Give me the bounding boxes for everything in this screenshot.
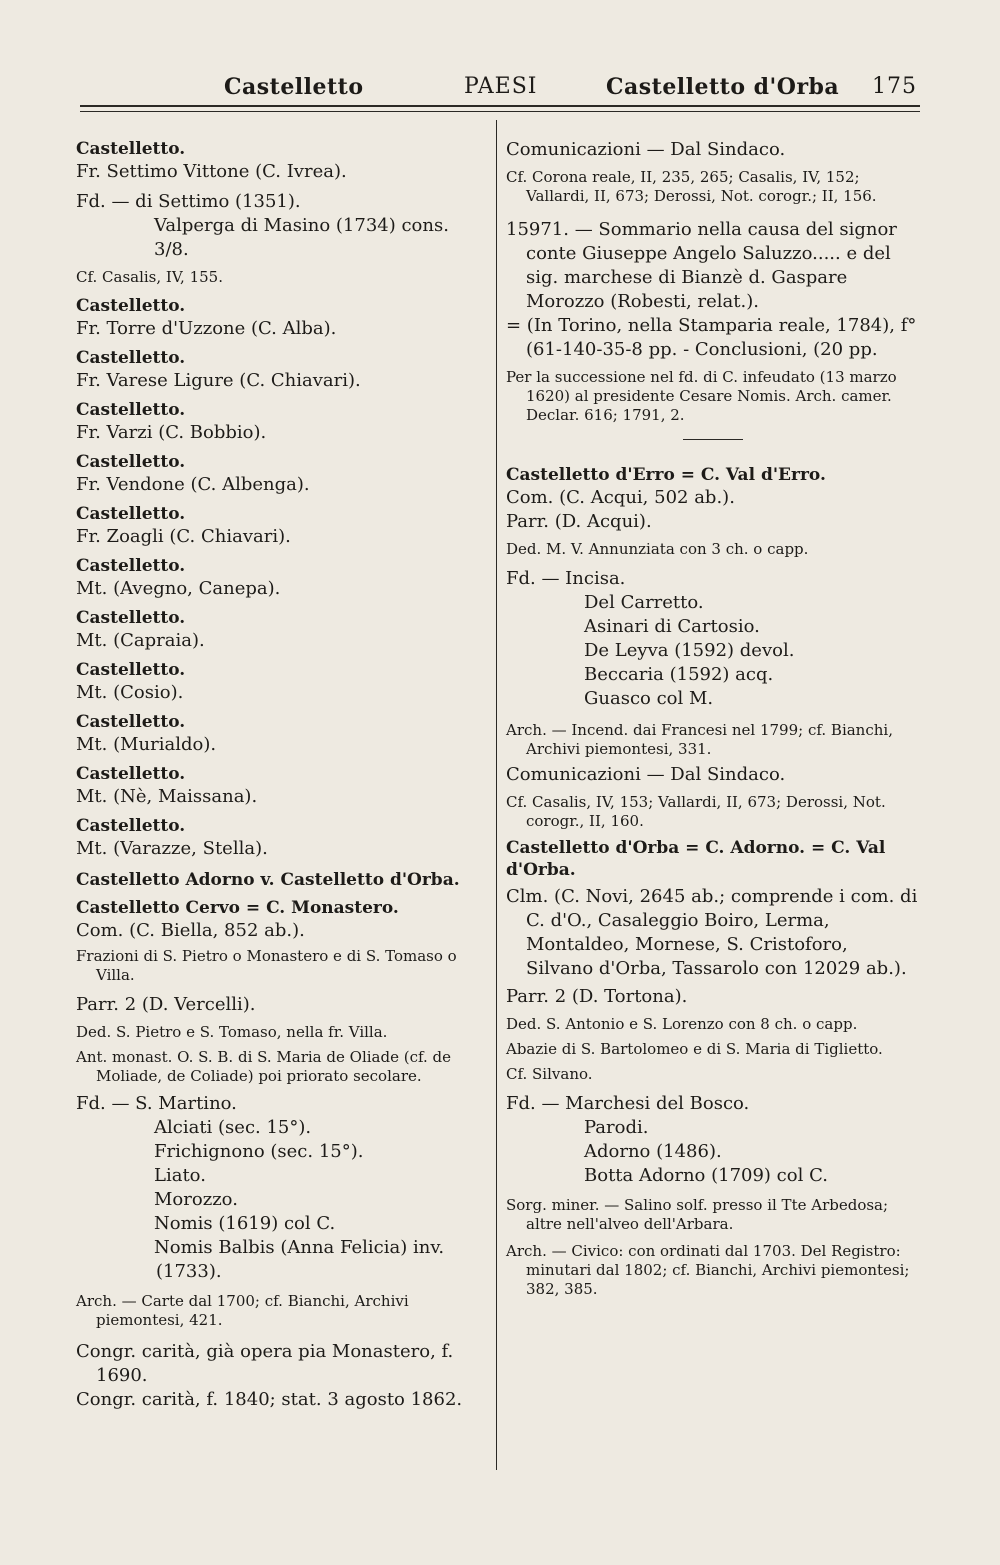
header-rule-thick — [80, 105, 920, 107]
entry-line: Fr. Settimo Vittone (C. Ivrea). — [76, 161, 347, 182]
entry-line: Fr. Varzi (C. Bobbio). — [76, 422, 267, 443]
entry-line: Fd. — Marchesi del Bosco. — [506, 1093, 750, 1114]
entry-heading: Castelletto. — [76, 504, 186, 524]
entry-note: Frazioni di S. Pietro o Monastero e di S. Tomaso o Villa. — [76, 947, 457, 984]
spacer — [506, 1234, 920, 1242]
entry-line: Com. (C. Acqui, 502 ab.). — [506, 487, 735, 508]
entry-line: Adorno (1486). — [584, 1141, 722, 1162]
entry-note: Arch. — Carte dal 1700; cf. Bianchi, Archivi piemontesi, 421. — [76, 1292, 409, 1329]
entry-line: Fr. Zoagli (C. Chiavari). — [76, 526, 291, 547]
entry-line: Com. (C. Biella, 852 ab.). — [76, 920, 305, 941]
entry-heading: Castelletto Adorno v. Castelletto d'Orba. — [76, 870, 460, 890]
entry-line: Fr. Varese Ligure (C. Chiavari). — [76, 370, 361, 391]
header-rule-thin — [80, 111, 920, 112]
entry-heading: Castelletto. — [76, 608, 186, 628]
entry-line: Mt. (Nè, Maissana). — [76, 786, 258, 807]
entry-line: Mt. (Cosio). — [76, 682, 184, 703]
running-head-center: PAESI — [464, 74, 538, 99]
entry-line: Parodi. — [584, 1117, 649, 1138]
entry-note: Ant. monast. O. S. B. di S. Maria de Oliade (cf. de Moliade, de Coliade) poi priorato secolare. — [76, 1048, 452, 1085]
entry-line: 15971. — Sommario nella causa del signor conte Giuseppe Angelo Saluzzo..... e del sig. marchese di Bianzè d. Gaspare Morozzo (Robesti, relat.). — [506, 219, 897, 312]
entry-line: Mt. (Avegno, Canepa). — [76, 578, 281, 599]
entry-line: Parr. 2 (D. Vercelli). — [76, 994, 256, 1015]
entry-line: Botta Adorno (1709) col C. — [584, 1165, 828, 1186]
entry-line: Morozzo. — [154, 1189, 238, 1210]
entry-heading: Castelletto. — [76, 712, 186, 732]
spacer — [76, 1330, 476, 1340]
entry-line: Parr. 2 (D. Tortona). — [506, 986, 688, 1007]
entry-heading: Castelletto d'Erro = C. Val d'Erro. — [506, 465, 826, 485]
entry-line: Del Carretto. — [584, 592, 704, 613]
spacer — [506, 440, 920, 464]
spacer — [506, 1084, 920, 1092]
spacer — [76, 861, 476, 869]
entry-heading: Castelletto d'Orba = C. Adorno. = C. Val d'Orba. — [506, 838, 886, 880]
entry-note: Ded. S. Pietro e S. Tomaso, nella fr. Villa. — [76, 1023, 388, 1041]
entry-line: Fd. — Incisa. — [506, 568, 626, 589]
entry-line: Parr. (D. Acqui). — [506, 511, 652, 532]
entry-heading: Castelletto. — [76, 764, 186, 784]
entry-note: Cf. Casalis, IV, 153; Vallardi, II, 673; Derossi, Not. corogr., II, 160. — [506, 793, 886, 830]
entry-line: Beccaria (1592) acq. — [584, 664, 774, 685]
entry-note: Ded. S. Antonio e S. Lorenzo con 8 ch. o capp. — [506, 1015, 858, 1033]
entry-line: Fr. Torre d'Uzzone (C. Alba). — [76, 318, 337, 339]
entry-line: Nomis (1619) col C. — [154, 1213, 336, 1234]
entry-line: Guasco col M. — [584, 688, 714, 709]
column-divider — [496, 120, 497, 1470]
entry-line: De Leyva (1592) devol. — [584, 640, 795, 661]
entry-note: Arch. — Civico: con ordinati dal 1703. Del Registro: minutari dal 1802; cf. Bianchi, Archivi piemontesi; 382, 385. — [506, 1242, 910, 1298]
entry-line: (1733). — [156, 1261, 222, 1282]
entry-note: Sorg. miner. — Salino solf. presso il Tte Arbedosa; altre nell'alveo dell'Arbara. — [506, 1196, 889, 1233]
entry-line: Comunicazioni — Dal Sindaco. — [506, 139, 786, 160]
running-head-left: Castelletto — [224, 74, 364, 100]
entry-line: Fd. — S. Martino. — [76, 1093, 237, 1114]
entry-note: Cf. Casalis, IV, 155. — [76, 268, 223, 286]
entry-line: Clm. (C. Novi, 2645 ab.; comprende i com. di C. d'O., Casaleggio Boiro, Lerma, Montaldeo, Mornese, S. Cristoforo, Silvano d'Orba, Tassarolo con 12029 ab.). — [506, 886, 918, 979]
entry-note: Abazie di S. Bartolomeo e di S. Maria di Tiglietto. — [506, 1040, 883, 1058]
entry-line: Frichignono (sec. 15°). — [154, 1141, 364, 1162]
entry-line: Mt. (Varazze, Stella). — [76, 838, 268, 859]
entry-line: Congr. carità, già opera pia Monastero, f. 1690. — [76, 1341, 454, 1386]
entry-line: = (In Torino, nella Stamparia reale, 1784), f° (61-140-35-8 pp. - Conclusioni, (20 pp. — [506, 315, 917, 360]
running-head-right: Castelletto d'Orba — [606, 74, 840, 100]
entry-note: Cf. Corona reale, II, 235, 265; Casalis, IV, 152; Vallardi, II, 673; Derossi, Not. corogr.; II, 156. — [506, 168, 877, 205]
entry-heading: Castelletto. — [76, 296, 186, 316]
spacer — [76, 985, 476, 993]
entry-line: Congr. carità, f. 1840; stat. 3 agosto 1862. — [76, 1389, 463, 1410]
entry-line: Comunicazioni — Dal Sindaco. — [506, 764, 786, 785]
entry-note: Cf. Silvano. — [506, 1065, 593, 1083]
entry-note: Per la successione nel fd. di C. infeudato (13 marzo 1620) al presidente Cesare Nomis. Arch. camer. Declar. 616; 1791, 2. — [506, 368, 897, 424]
entry-heading: Castelletto. — [76, 139, 186, 159]
entry-note: Arch. — Incend. dai Francesi nel 1799; cf. Bianchi, Archivi piemontesi, 331. — [506, 721, 893, 758]
entry-heading: Castelletto. — [76, 816, 186, 836]
entry-line: Liato. — [154, 1165, 206, 1186]
entry-heading: Castelletto. — [76, 348, 186, 368]
entry-line: Valperga di Masino (1734) cons. 3/8. — [154, 215, 449, 260]
spacer — [506, 206, 920, 218]
page-number: 175 — [872, 74, 917, 99]
entry-heading: Castelletto. — [76, 452, 186, 472]
spacer — [506, 559, 920, 567]
spacer — [76, 287, 476, 295]
entry-line: Asinari di Cartosio. — [584, 616, 760, 637]
entry-line: Alciati (sec. 15°). — [154, 1117, 312, 1138]
spacer — [506, 1188, 920, 1196]
entry-line: Nomis Balbis (Anna Felicia) inv. — [154, 1237, 445, 1258]
entry-line: Fd. — di Settimo (1351). — [76, 191, 301, 212]
left-column — [76, 138, 476, 1412]
spacer — [506, 425, 920, 439]
right-column — [506, 138, 920, 1299]
entry-line: Fr. Vendone (C. Albenga). — [76, 474, 310, 495]
spacer — [76, 1284, 476, 1292]
entry-note: Ded. M. V. Annunziata con 3 ch. o capp. — [506, 540, 809, 558]
entry-heading: Castelletto. — [76, 556, 186, 576]
entry-heading: Castelletto. — [76, 400, 186, 420]
entry-heading: Castelletto. — [76, 660, 186, 680]
entry-heading: Castelletto Cervo = C. Monastero. — [76, 898, 399, 918]
entry-line: Mt. (Capraia). — [76, 630, 205, 651]
spacer — [506, 711, 920, 721]
entry-line: Mt. (Murialdo). — [76, 734, 217, 755]
